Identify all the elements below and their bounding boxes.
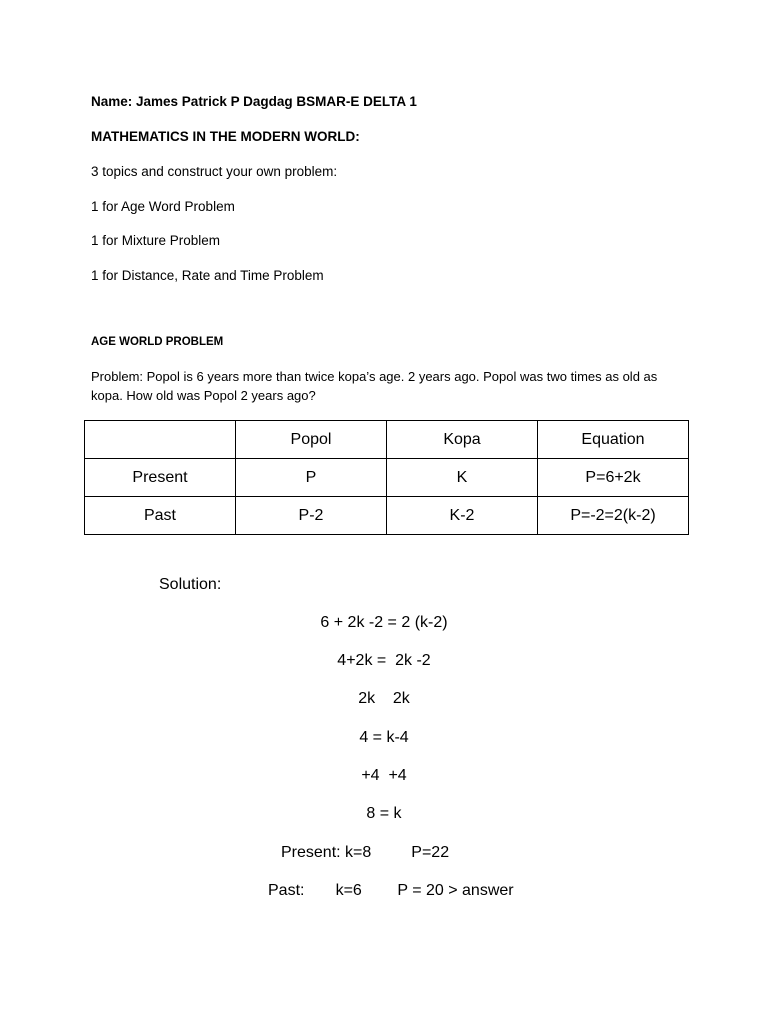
- student-name-line: Name: James Patrick P Dagdag BSMAR-E DELTA 1: [91, 94, 417, 109]
- table-cell: P=6+2k: [538, 459, 689, 497]
- table-header-row: [85, 421, 689, 459]
- table-header-cell: [85, 421, 236, 459]
- table-cell: P=-2=2(k-2): [538, 497, 689, 535]
- age-problem-table: [84, 420, 689, 535]
- section-heading: AGE WORLD PROBLEM: [91, 336, 224, 348]
- instruction-item-distance: 1 for Distance, Rate and Time Problem: [91, 268, 324, 283]
- table-cell: K-2: [387, 497, 538, 535]
- table-cell: K: [387, 459, 538, 497]
- solution-label: Solution:: [159, 576, 222, 593]
- solution-step: 4 = k-4: [359, 729, 409, 746]
- table-header-cell: Popol: [236, 421, 387, 459]
- solution-step: 2k 2k: [358, 690, 410, 707]
- table-cell: Present: [85, 459, 236, 497]
- problem-statement: Problem: Popol is 6 years more than twice kopa’s age. 2 years ago. Popol was two times as old as kopa. How old was Popol 2 years ago?: [91, 369, 658, 403]
- table-row: [85, 459, 689, 497]
- solution-step: 6 + 2k -2 = 2 (k-2): [320, 614, 448, 631]
- solution-step: 8 = k: [366, 805, 402, 822]
- table-header-cell: Equation: [538, 421, 689, 459]
- table-row: [85, 497, 689, 535]
- instructions-intro: 3 topics and construct your own problem:: [91, 164, 338, 179]
- instruction-item-age: 1 for Age Word Problem: [91, 199, 235, 214]
- solution-step: +4 +4: [361, 767, 407, 784]
- table-cell: Past: [85, 497, 236, 535]
- solution-past-answer: Past: k=6 P = 20 > answer: [268, 882, 514, 899]
- course-title: MATHEMATICS IN THE MODERN WORLD:: [91, 129, 360, 144]
- table-cell: P-2: [236, 497, 387, 535]
- table-cell: P: [236, 459, 387, 497]
- solution-present-result: Present: k=8 P=22: [281, 844, 450, 861]
- solution-step: 4+2k = 2k -2: [337, 652, 431, 669]
- instruction-item-mixture: 1 for Mixture Problem: [91, 233, 221, 248]
- table-header-cell: Kopa: [387, 421, 538, 459]
